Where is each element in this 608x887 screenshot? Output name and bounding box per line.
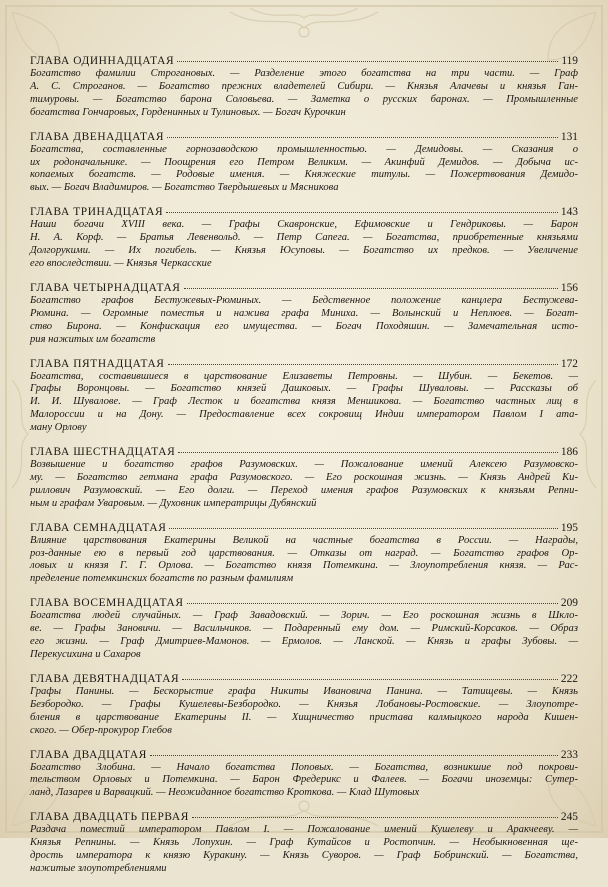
summary-line: богатства Гончаровых, Горденинных и Тулиновых. — Богач Курочкин (30, 106, 346, 118)
summary-line: Н. А. Корф. — Братья Левенвольд. — Петр Сапега. — Богатства, приобретенные князьями (30, 232, 578, 244)
chapter-summary (30, 535, 578, 587)
summary-line: му. — Богатство гетмана графа Разумовского. — Его роскошная жизнь. — Князь Андрей Ки- (30, 471, 578, 483)
chapter-heading (30, 597, 578, 610)
summary-line: Безбородко. — Графы Кушелевы-Безбородко. — Князья Лобановы-Ростовские. — Злоупотре- (30, 698, 578, 710)
summary-line: ского. — Обер-прокурор Глебов (30, 724, 172, 736)
chapter-title: ГЛАВА ВОСЕМНАДЦАТАЯ (30, 597, 184, 610)
chapter-title: ГЛАВА ДЕВЯТНАДЦАТАЯ (30, 672, 180, 685)
chapter-page-number: 143 (560, 206, 578, 219)
summary-line: нажитые злоупотреблениями (30, 862, 167, 874)
chapter-entry (30, 206, 578, 271)
dot-leader (187, 603, 558, 604)
summary-line: Перекусихина и Сахаров (30, 649, 141, 660)
summary-line: Богатство Злобина. — Начало богатства Поповых. — Богатства, возникшие под покрови- (30, 761, 578, 773)
chapter-heading (30, 446, 578, 459)
summary-line: пределение потемкинских богатств по разным фамилиям (30, 573, 294, 585)
chapter-title: ГЛАВА СЕМНАДЦАТАЯ (30, 521, 167, 534)
chapter-heading (30, 811, 578, 824)
dot-leader (178, 452, 558, 453)
summary-line: Графы Панины. — Бескорыстие графа Никиты Ивановича Панина. — Татищевы. — Князь (30, 685, 578, 697)
summary-line: вых. — Богач Владимиров. — Богатство Твердышевых и Мясникова (30, 182, 339, 194)
chapter-title: ГЛАВА ЧЕТЫРНАДЦАТАЯ (30, 281, 181, 294)
chapter-page-number: 195 (560, 521, 578, 534)
chapter-summary (30, 459, 578, 511)
summary-line: их родоначальнике. — Поощрения его Петром Великим. — Акинфий Демидов. — Добыча ис- (30, 156, 578, 168)
dot-leader (177, 61, 558, 62)
dot-leader (184, 288, 558, 289)
summary-line: риллович Разумовский. — Его долги. — Переход имения графов Разумовских к князьям Репни- (30, 484, 578, 496)
chapter-title: ГЛАВА ДВЕНАДЦАТАЯ (30, 130, 165, 143)
summary-line: Наши богачи XVIII века. — Графы Скавронские, Ефимовские и Гендриковы. — Барон (30, 219, 578, 231)
dot-leader (168, 364, 558, 365)
chapter-title: ГЛАВА ДВАДЦАТЬ ПЕРВАЯ (30, 811, 189, 824)
chapter-summary (30, 219, 578, 271)
chapter-summary (30, 144, 578, 196)
chapter-page-number: 245 (560, 811, 578, 824)
chapter-summary (30, 371, 578, 436)
chapter-heading (30, 55, 578, 68)
chapter-entry (30, 446, 578, 511)
summary-line: Князья Репнины. — Князь Лопухин. — Граф Кутайсов и Ростопчин. — Необыкновенная ще- (30, 837, 578, 849)
chapter-page-number: 119 (561, 55, 578, 67)
summary-line: Малороссии и на Дону. — Предоставление всех сокровищ Индии императором Павлом I ата- (30, 409, 578, 421)
summary-line: А. С. Строганов. — Богатство прежних владетелей Сибири. — Князья Алачевы и князья Ган- (30, 80, 578, 92)
chapter-entry (30, 597, 578, 662)
dot-leader (169, 528, 558, 529)
summary-line: И. И. Шувалове. — Граф Лесток и богатства князя Меншикова. — Богатство частных лиц в (30, 396, 578, 408)
dot-leader (166, 212, 558, 213)
summary-line: ным и графам Уваровым. — Духовник императрицы Дубянский (30, 497, 317, 509)
chapter-summary (30, 762, 578, 801)
chapter-page-number: 209 (560, 597, 578, 610)
chapter-summary (30, 686, 578, 738)
summary-line: Графы Воронцовы. — Богатство князей Дашковых. — Графы Шуваловы. — Рассказы об (30, 383, 578, 395)
dot-leader (192, 817, 558, 818)
summary-line: тельством Орловых и Потемкина. — Барон Фредерикс и Фалеев. — Богачи иноземцы: Сутер- (30, 774, 578, 786)
summary-line: Рюмина. — Огромные поместья и нажива графа Миниха. — Волынский и Неплюев. — Богат- (30, 307, 578, 319)
table-of-contents (30, 55, 578, 887)
summary-line: ловых и князя Г. Г. Орлова. — Богатство князя Потемкина. — Злоупотребления князя. — Рас- (30, 560, 578, 572)
summary-line: Богатства людей случайных. — Граф Завадовский. — Зорич. — Его роскошная жизнь в Шкло- (30, 610, 578, 622)
chapter-heading (30, 522, 578, 535)
summary-line: ве. — Графы Зановичи. — Васильчиков. — Подаренный ему дом. — Римский-Корсаков. — Образ (30, 623, 578, 635)
chapter-title: ГЛАВА ШЕСТНАДЦАТАЯ (30, 446, 176, 459)
chapter-entry (30, 673, 578, 738)
chapter-entry (30, 131, 578, 196)
summary-line: его жизни. — Граф Дмитриев-Мамонов. — Ермолов. — Ланской. — Князь и графы Зубовы. — (30, 636, 578, 648)
chapter-entry (30, 55, 578, 120)
chapter-entry (30, 749, 578, 801)
chapter-entry (30, 522, 578, 587)
dot-leader (182, 679, 558, 680)
chapter-summary (30, 824, 578, 876)
summary-line: дрость императора к князю Куракину. — Князь Суворов. — Граф Бобринский. — Богатства, (30, 850, 578, 862)
summary-line: рия нажитых им богатств (30, 333, 156, 345)
chapter-summary (30, 68, 578, 120)
chapter-heading (30, 749, 578, 762)
summary-line: тимуровы. — Богатство барона Соловьева. — Заметка о русских баронах. — Промышленные (30, 93, 578, 105)
chapter-page-number: 222 (560, 672, 578, 685)
summary-line: ланд, Лазарев и Варвацкий. — Неожиданное богатство Кроткова. — Клад Шутовых (30, 787, 420, 799)
chapter-page-number: 156 (560, 281, 578, 294)
chapter-summary (30, 610, 578, 662)
summary-line: Влияние царствования Екатерины Великой на частные богатства в России. — Награды, (30, 534, 578, 546)
summary-line: Богатство графов Бестужевых-Рюминых. — Бедственное положение канцлера Бестужева- (30, 294, 578, 306)
summary-line: Богатства, составленные горнозаводскою промышленностью. — Демидовы. — Сказания о (30, 143, 578, 155)
chapter-entry (30, 282, 578, 347)
summary-line: ство Бирона. — Конфискация его имущества. — Богач Походяшин. — Замечательная исто- (30, 320, 578, 332)
summary-line: его впоследствии. — Князья Черкасские (30, 257, 212, 269)
summary-line: копаемых богатств. — Родовые имения. — Княжеские титулы. — Пожертвования Демидо- (30, 169, 578, 181)
chapter-entry (30, 811, 578, 876)
summary-line: Богатства, составившиеся в царствование Елизаветы Петровны. — Шубин. — Бекетов. — (30, 370, 578, 382)
chapter-title: ГЛАВА ПЯТНАДЦАТАЯ (30, 357, 165, 370)
chapter-title: ГЛАВА ТРИНАДЦАТАЯ (30, 206, 164, 219)
chapter-summary (30, 295, 578, 347)
summary-line: ману Орлову (30, 422, 87, 434)
summary-line: Долгорукими. — Их погибель. — Князья Юсуповы. — Богатство их предков. — Увеличение (30, 245, 578, 257)
chapter-page-number: 131 (560, 130, 578, 143)
chapter-title: ГЛАВА ДВАДЦАТАЯ (30, 748, 147, 761)
chapter-heading (30, 282, 578, 295)
chapter-heading (30, 131, 578, 144)
summary-line: Богатство фамилии Строгановых. — Разделение этого богатства на три части. — Граф (30, 68, 578, 79)
chapter-page-number: 233 (560, 748, 578, 761)
dot-leader (167, 137, 558, 138)
summary-line: бления в царствование Екатерины II. — Хищничество пристава калмыцкого народа Кишен- (30, 711, 578, 723)
dot-leader (150, 755, 558, 756)
chapter-heading (30, 358, 578, 371)
chapter-page-number: 172 (560, 357, 578, 370)
summary-line: Раздача поместий императором Павлом I. — Пожалование имений Кушелеву и Аракчееву. — (30, 824, 578, 836)
chapter-heading (30, 673, 578, 686)
chapter-heading (30, 206, 578, 219)
summary-line: роз-данные ею в первый год царствования. — Отказы от наград. — Богатство графов Ор- (30, 547, 578, 559)
chapter-page-number: 186 (560, 446, 578, 459)
summary-line: Возвышение и богатство графов Разумовских. — Пожалование имений Алексею Разумовско- (30, 459, 578, 471)
chapter-entry (30, 358, 578, 436)
chapter-title: ГЛАВА ОДИННАДЦАТАЯ (30, 55, 175, 67)
